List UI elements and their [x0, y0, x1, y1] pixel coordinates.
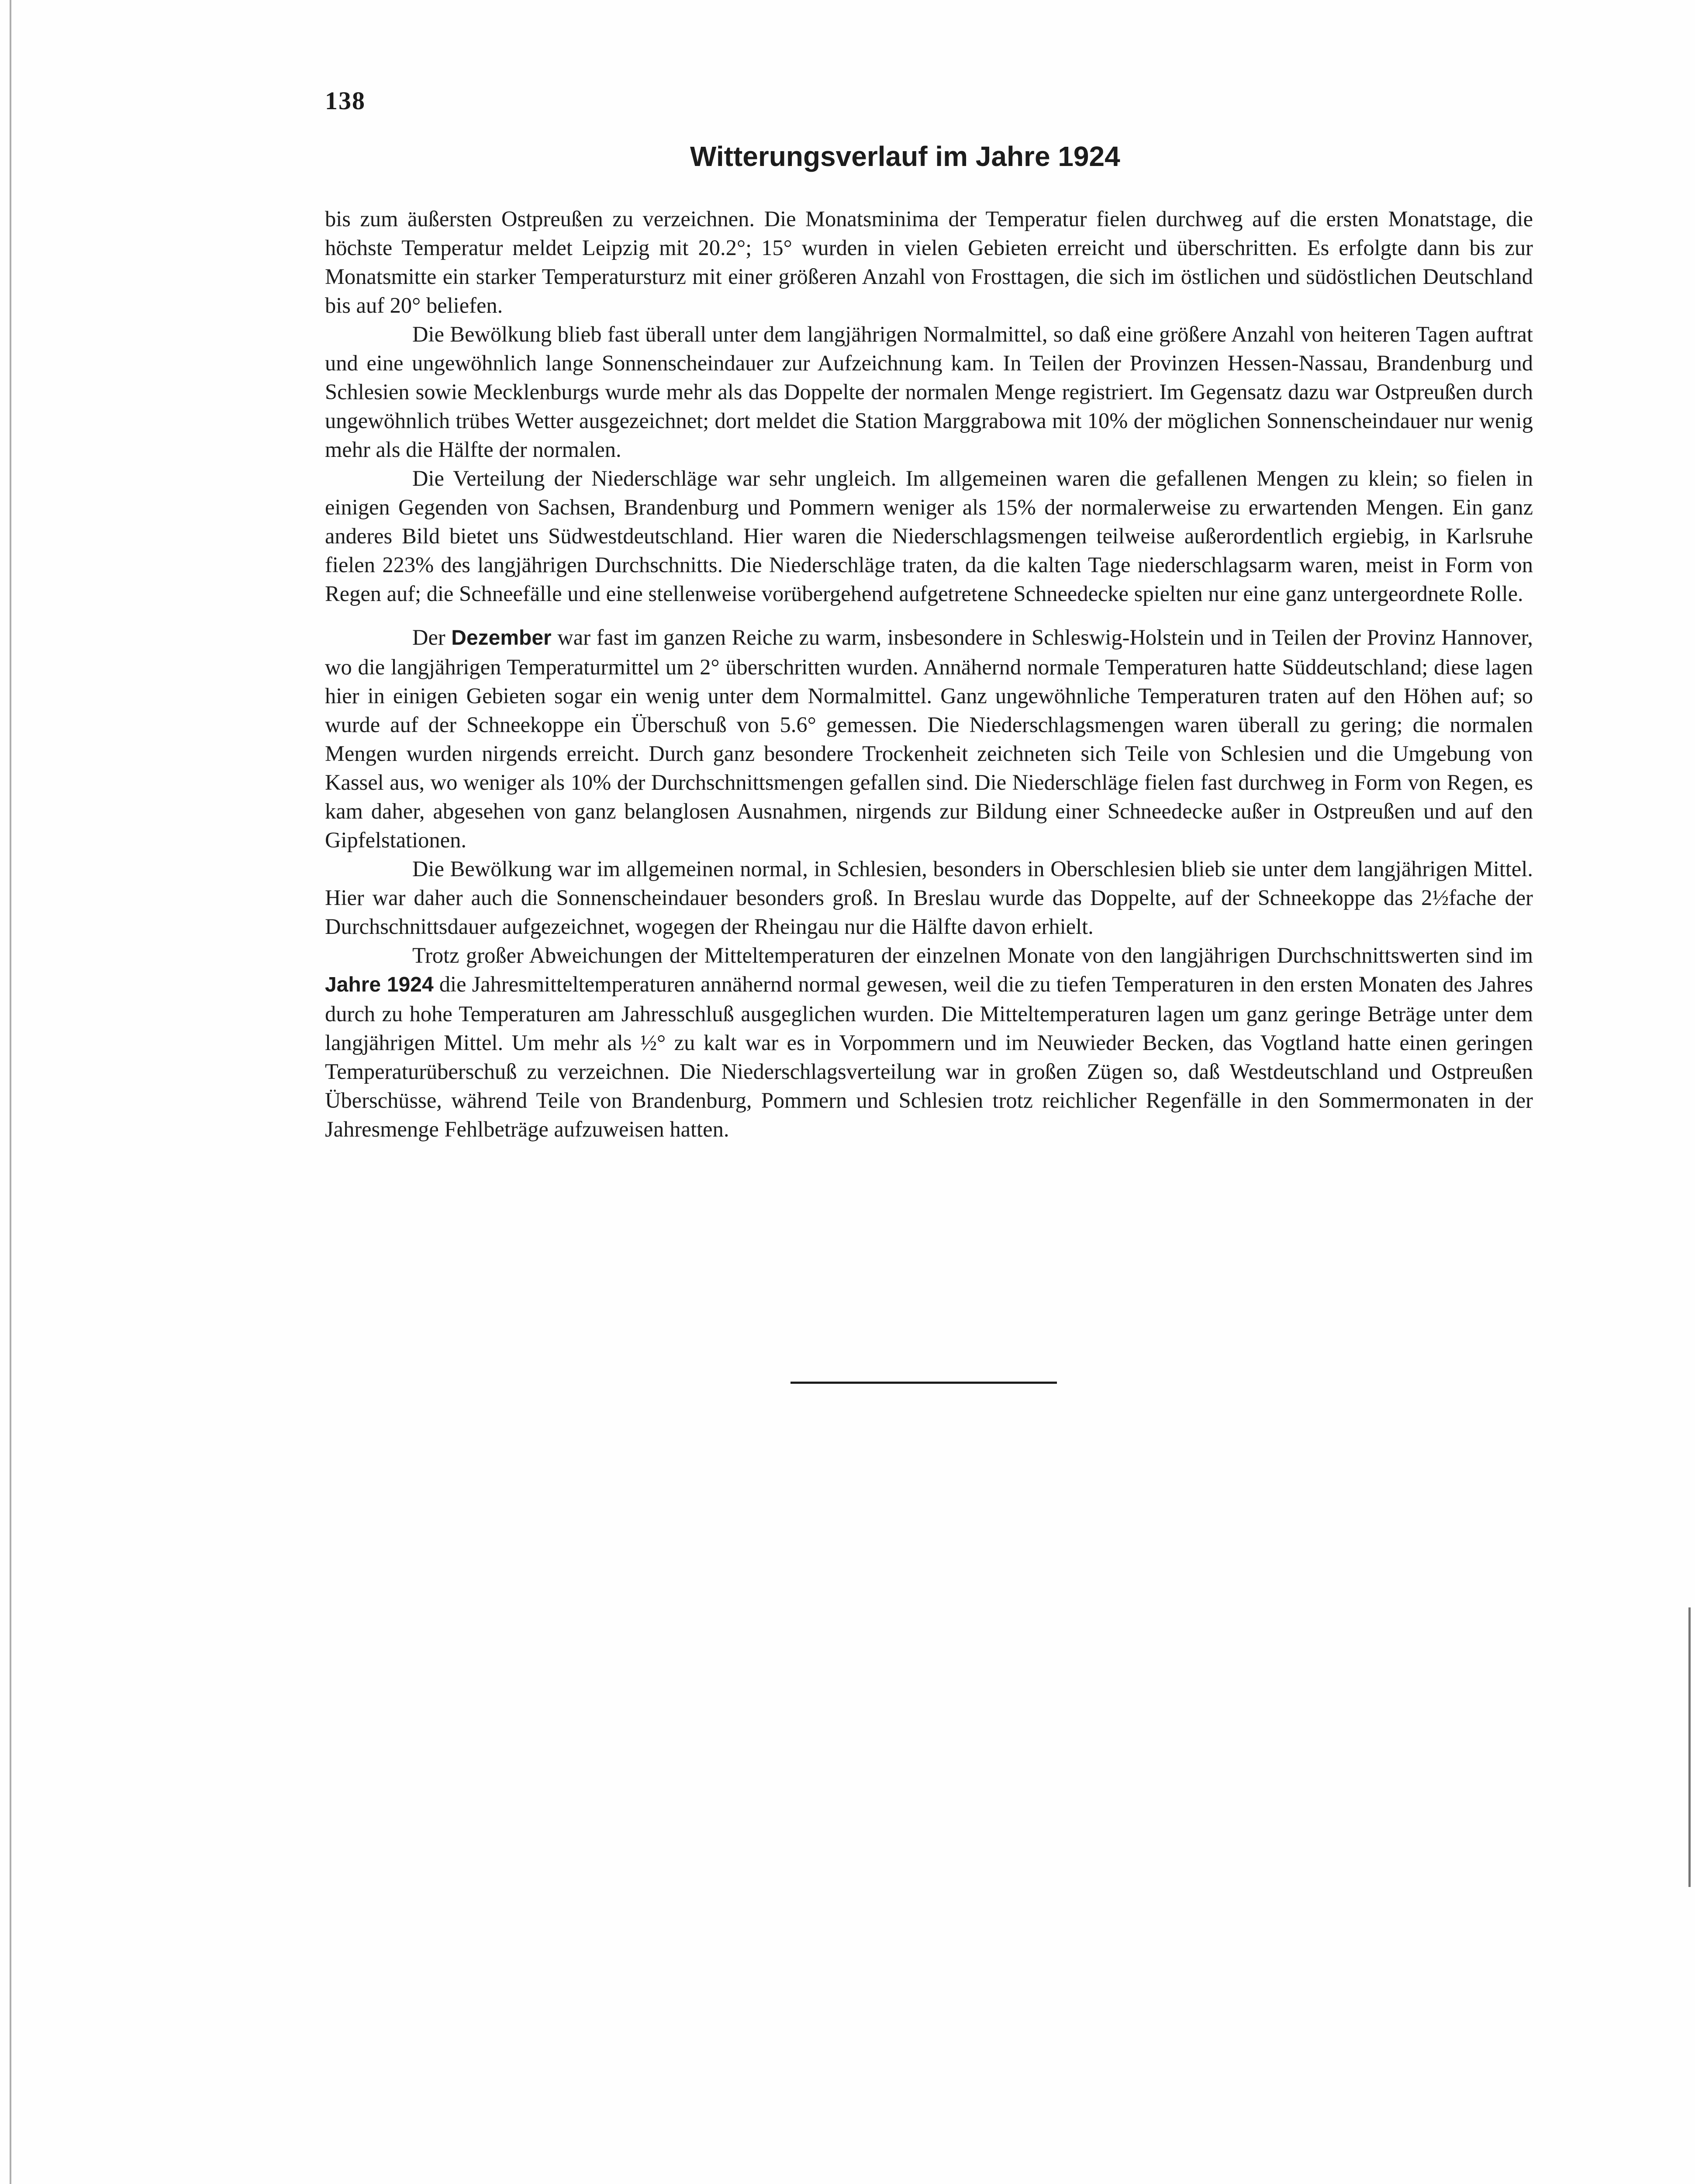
paragraph-year-summary	[325, 941, 1533, 1144]
paragraph-text: Die Bewölkung blieb fast überall unter dem langjährigen Normalmittel, so daß eine größere Anzahl von heiteren Tagen auftrat und eine ungewöhnlich lange Sonnenscheindauer zur Aufzeichnung kam. In Teilen der Provinzen Hessen-Nassau, Brandenburg und Schlesien sowie Mecklenburgs wurde mehr als das Doppelte der normalen Menge registriert. Im Gegensatz dazu war Ostpreußen durch ungewöhnlich trübes Wetter ausgezeichnet; dort meldet die Station Marggrabowa mit 10% der möglichen Sonnenscheindauer nur wenig mehr als die Hälfte der normalen.	[325, 322, 1533, 462]
paragraph-precipitation-november	[325, 464, 1533, 608]
paragraph-text: Die Verteilung der Niederschläge war sehr ungleich. Im allgemeinen waren die gefallenen Mengen zu klein; so fielen in einigen Gegenden von Sachsen, Brandenburg und Pommern weniger als 15% der normalerweise zu erwartenden Mengen. Ein ganz anderes Bild bietet uns Südwestdeutschland. Hier waren die Niederschlagsmengen teilweise außerordentlich ergiebig, in Karlsruhe fielen 223% des langjährigen Durchschnitts. Die Niederschläge traten, da die kalten Tage niederschlagsarm waren, meist in Form von Regen auf; die Schneefälle und eine stellenweise vorübergehend aufgetretene Schneedecke spielten nur eine ganz untergeordnete Rolle.	[325, 466, 1533, 606]
page-number: 138	[325, 86, 366, 115]
paragraph-december	[325, 623, 1533, 854]
paragraph-text: Der	[412, 625, 452, 650]
paragraph-text: die Jahresmitteltemperaturen annähernd normal gewesen, weil die zu tiefen Temperaturen in den ersten Monaten des Jahres durch zu hohe Temperaturen am Jahresschluß ausgeglichen wurden. Die Mitteltemperaturen lagen um ganz geringe Beträge unter dem langjährigen Mittel. Um mehr als ½° zu kalt war es in Vorpommern und im Neuwieder Becken, das Vogtland hatte einen geringen Temperaturüberschuß zu verzeichnen. Die Niederschlagsverteilung war in großen Zügen so, daß Westdeutschland und Ostpreußen Überschüsse, während Teile von Brandenburg, Pommern und Schlesien trotz reichlicher Regenfälle in den Sommermonaten in der Jahresmenge Fehlbeträge aufzuweisen hatten.	[325, 972, 1533, 1141]
paragraph-cloudiness-november	[325, 320, 1533, 464]
scan-edge-left	[10, 0, 11, 2184]
paragraph-cloudiness-december	[325, 854, 1533, 941]
body-text	[325, 204, 1533, 1144]
scan-edge-right	[1688, 1607, 1691, 1887]
paragraph-text: Trotz großer Abweichungen der Mitteltemperaturen der einzelnen Monate von den langjährigen Durchschnittswerten sind im	[412, 943, 1533, 968]
month-heading: Dezember	[451, 626, 552, 650]
page-title: Witterungsverlauf im Jahre 1924	[690, 141, 1120, 172]
section-end-rule	[791, 1382, 1057, 1384]
year-heading: Jahre 1924	[325, 973, 434, 996]
paragraph-continued	[325, 204, 1533, 320]
paragraph-text: war fast im ganzen Reiche zu warm, insbesondere in Schleswig-Holstein und in Teilen der Provinz Hannover, wo die langjährigen Temperaturmittel um 2° überschritten wurden. Annähernd normale Temperaturen hatte Süddeutschland; diese lagen hier in einigen Gebieten sogar ein wenig unter dem Normalmittel. Ganz ungewöhnliche Temperaturen traten auf den Höhen auf; so wurde auf der Schneekoppe ein Überschuß von 5.6° gemessen. Die Niederschlagsmengen waren überall zu gering; die normalen Mengen wurden nirgends erreicht. Durch ganz besondere Trockenheit zeichneten sich Teile von Schlesien und die Umgebung von Kassel aus, wo weniger als 10% der Durchschnittsmengen gefallen sind. Die Niederschläge fielen fast durchweg in Form von Regen, es kam daher, abgesehen von ganz belanglosen Ausnahmen, nirgends zur Bildung einer Schneedecke außer in Ostpreußen und auf den Gipfelstationen.	[325, 625, 1533, 852]
paragraph-text: Die Bewölkung war im allgemeinen normal, in Schlesien, besonders in Oberschlesien blieb sie unter dem langjährigen Mittel. Hier war daher auch die Sonnenscheindauer besonders groß. In Breslau wurde das Doppelte, auf der Schneekoppe das 2½fache der Durchschnittsdauer aufgezeichnet, wogegen der Rheingau nur die Hälfte davon erhielt.	[325, 857, 1533, 939]
paragraph-text: bis zum äußersten Ostpreußen zu verzeichnen. Die Monatsminima der Temperatur fielen durchweg auf die ersten Monatstage, die höchste Temperatur meldet Leipzig mit 20.2°; 15° wurden in vielen Gebieten erreicht und überschritten. Es erfolgte dann bis zur Monatsmitte ein starker Temperatursturz mit einer größeren Anzahl von Frosttagen, die sich im östlichen und südöstlichen Deutschland bis auf 20° beliefen.	[325, 207, 1533, 318]
